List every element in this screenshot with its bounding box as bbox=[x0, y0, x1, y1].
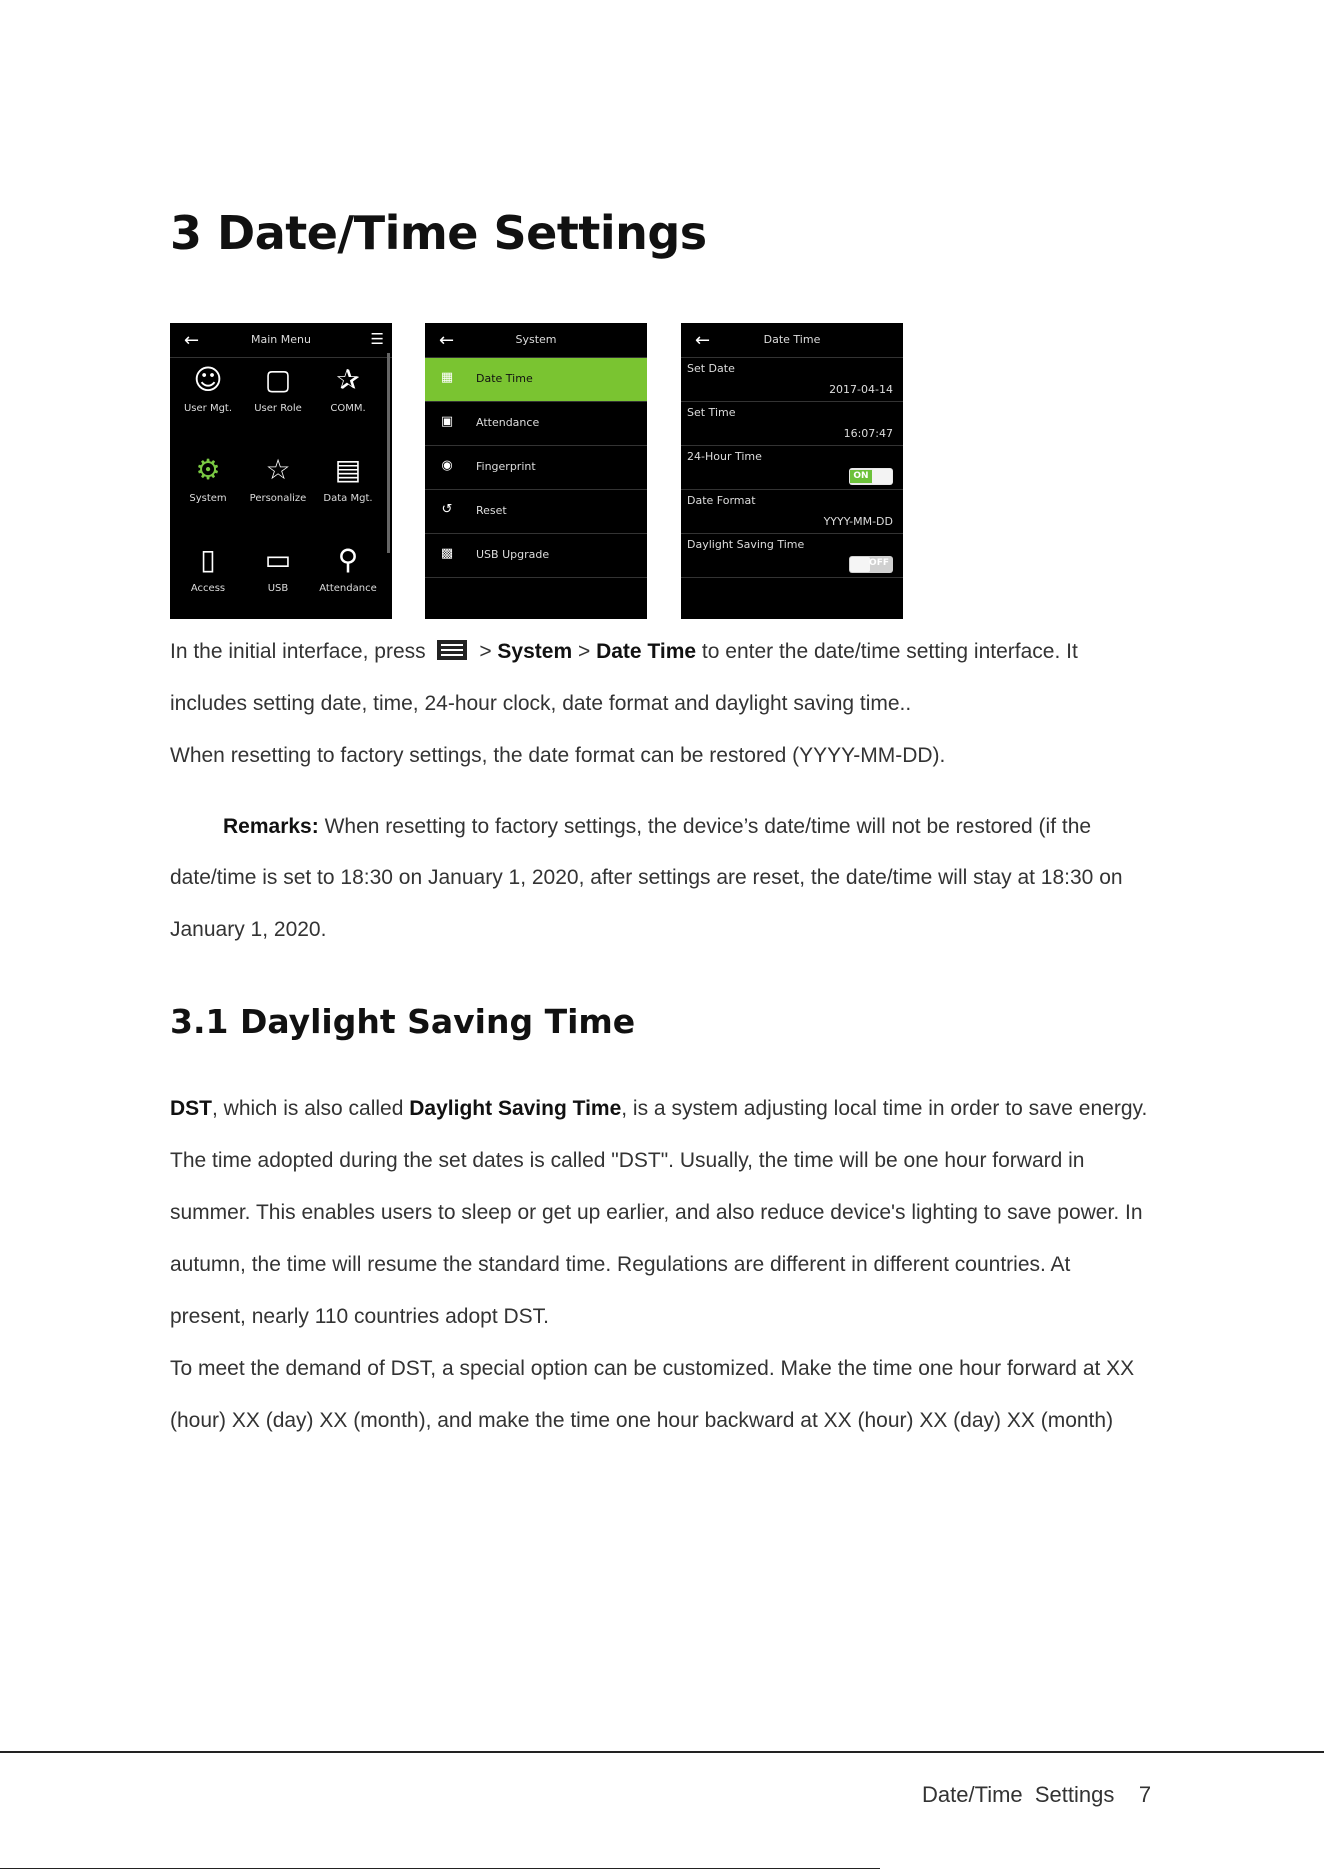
back-arrow-icon[interactable]: ← bbox=[439, 330, 455, 351]
toggle-state: OFF bbox=[869, 558, 889, 568]
footer-divider bbox=[0, 1751, 1324, 1753]
page-heading: 3 Date/Time Settings bbox=[170, 206, 707, 260]
dst-paragraph-line3: summer. This enables users to sleep or get up earlier, and also reduce device's lighting to save power. In bbox=[170, 1201, 1143, 1224]
dst-toggle[interactable] bbox=[849, 556, 893, 573]
dst-row bbox=[681, 534, 903, 578]
menu-item-label: User Mgt. bbox=[183, 403, 233, 414]
section-heading: 3.1 Daylight Saving Time bbox=[170, 1002, 636, 1041]
system-term: System bbox=[497, 640, 573, 663]
menu-item-label: Data Mgt. bbox=[323, 493, 373, 504]
text: , which is also called bbox=[212, 1097, 410, 1120]
gear-icon: ⚙ bbox=[195, 453, 221, 486]
menu-item-label: Access bbox=[190, 583, 226, 594]
sort-icon[interactable]: ☰ bbox=[370, 330, 384, 348]
dst-paragraph-line4: autumn, the time will resume the standard time. Regulations are different in different countries. At bbox=[170, 1253, 1071, 1276]
scrollbar[interactable] bbox=[387, 353, 390, 553]
date-time-term: Date Time bbox=[596, 640, 697, 663]
system-screenshot bbox=[425, 323, 647, 619]
system-item-reset[interactable] bbox=[425, 490, 647, 534]
system-item-label: Attendance bbox=[476, 416, 540, 429]
screen-title: System bbox=[515, 333, 557, 346]
menu-item-access[interactable] bbox=[172, 539, 244, 594]
attendance-icon: ▣ bbox=[440, 414, 454, 429]
text: > bbox=[572, 640, 597, 663]
menu-item-label: Personalize bbox=[249, 493, 307, 504]
system-item-attendance[interactable] bbox=[425, 402, 647, 446]
reset-note: When resetting to factory settings, the date format can be restored (YYYY-MM-DD). bbox=[170, 744, 946, 767]
dst-paragraph-line5: present, nearly 110 countries adopt DST. bbox=[170, 1305, 549, 1328]
menu-item-data-mgt[interactable] bbox=[312, 449, 384, 504]
fingerprint-icon: ◉ bbox=[441, 458, 453, 473]
dst-paragraph-line1 bbox=[170, 1097, 1147, 1121]
remarks-line1 bbox=[223, 815, 1091, 839]
menu-item-attendance[interactable] bbox=[312, 539, 384, 594]
usb-icon: ▭ bbox=[264, 543, 292, 576]
page-footer: Date/Time Settings 7 bbox=[922, 1782, 1152, 1807]
dst-term: DST bbox=[170, 1097, 212, 1120]
date-time-screenshot bbox=[681, 323, 903, 619]
24-hour-time-row bbox=[681, 446, 903, 490]
satellite-icon: ✰ bbox=[336, 363, 360, 396]
screen-title: Date Time bbox=[763, 333, 821, 346]
system-item-label: Date Time bbox=[476, 372, 533, 385]
set-time-value: 16:07:47 bbox=[843, 427, 893, 440]
usb-upgrade-icon: ▩ bbox=[440, 546, 454, 561]
system-item-label: USB Upgrade bbox=[476, 548, 550, 561]
text: to enter the date/time setting interface. It bbox=[696, 640, 1078, 663]
menu-item-label: COMM. bbox=[330, 403, 366, 414]
reset-icon: ↺ bbox=[441, 502, 453, 517]
24-hour-time-toggle[interactable] bbox=[849, 468, 893, 485]
menu-item-comm[interactable] bbox=[312, 359, 384, 414]
system-item-date-time[interactable] bbox=[425, 358, 647, 402]
intro-paragraph-line2: includes setting date, time, 24-hour clock, date format and daylight saving time.. bbox=[170, 692, 912, 715]
dst-label: Daylight Saving Time bbox=[687, 538, 805, 551]
text: , is a system adjusting local time in order to save energy. bbox=[621, 1097, 1148, 1120]
menu-item-user-mgt[interactable] bbox=[172, 359, 244, 414]
system-item-fingerprint[interactable] bbox=[425, 446, 647, 490]
text: In the initial interface, press bbox=[170, 640, 426, 663]
chart-icon: ▤ bbox=[334, 453, 362, 486]
toggle-knob bbox=[850, 557, 870, 572]
dst-paragraph-line2: The time adopted during the set dates is called "DST". Usually, the time will be one hour forward in bbox=[170, 1149, 1085, 1172]
daylight-saving-term: Daylight Saving Time bbox=[409, 1097, 622, 1120]
menu-item-label: Attendance bbox=[319, 583, 377, 594]
toggle-state: ON bbox=[850, 470, 872, 483]
set-time-label: Set Time bbox=[687, 406, 736, 419]
date-format-row[interactable] bbox=[681, 490, 903, 534]
custom-paragraph-line1: To meet the demand of DST, a special option can be customized. Make the time one hour forward at XX bbox=[170, 1357, 1135, 1380]
menu-item-label: System bbox=[189, 493, 227, 504]
screen-title: Main Menu bbox=[251, 333, 311, 346]
search-icon: ⚲ bbox=[337, 543, 359, 576]
custom-paragraph-line2: (hour) XX (day) XX (month), and make the time one hour backward at XX (hour) XX (day) XX (month) bbox=[170, 1409, 1114, 1432]
system-item-label: Reset bbox=[476, 504, 507, 517]
menu-item-personalize[interactable] bbox=[242, 449, 314, 504]
intro-paragraph bbox=[170, 640, 1078, 664]
remarks-line2: date/time is set to 18:30 on January 1, 2020, after settings are reset, the date/time will stay at 18:30 on bbox=[170, 866, 1123, 889]
system-item-usb-upgrade[interactable] bbox=[425, 534, 647, 578]
back-arrow-icon[interactable]: ← bbox=[695, 330, 711, 351]
menu-item-system[interactable] bbox=[172, 449, 244, 504]
bottom-divider bbox=[0, 1868, 880, 1869]
user-edit-icon: ☺ bbox=[193, 363, 223, 396]
24-hour-time-label: 24-Hour Time bbox=[687, 450, 762, 463]
star-icon: ☆ bbox=[265, 453, 291, 486]
set-date-label: Set Date bbox=[687, 362, 735, 375]
door-icon: ▯ bbox=[200, 543, 216, 576]
text: > bbox=[473, 640, 498, 663]
main-menu-screenshot bbox=[170, 323, 392, 619]
screen-header bbox=[425, 323, 647, 358]
set-date-value: 2017-04-14 bbox=[829, 383, 893, 396]
system-item-label: Fingerprint bbox=[476, 460, 536, 473]
back-arrow-icon[interactable]: ← bbox=[184, 330, 200, 351]
screen-header bbox=[170, 323, 392, 358]
set-time-row[interactable] bbox=[681, 402, 903, 446]
menu-item-label: User Role bbox=[254, 403, 302, 414]
menu-item-label: USB bbox=[267, 583, 289, 594]
lock-icon: ▢ bbox=[264, 363, 292, 396]
date-format-value: YYYY-MM-DD bbox=[823, 515, 893, 528]
screen-header bbox=[681, 323, 903, 358]
menu-key-icon bbox=[437, 640, 467, 660]
date-format-label: Date Format bbox=[687, 494, 756, 507]
set-date-row[interactable] bbox=[681, 358, 903, 402]
calendar-icon: ▦ bbox=[440, 370, 454, 385]
toggle-knob bbox=[872, 469, 892, 484]
text: When resetting to factory settings, the device’s date/time will not be restored (if the bbox=[318, 815, 1092, 838]
remarks-label: Remarks: bbox=[223, 815, 319, 838]
remarks-line3: January 1, 2020. bbox=[170, 918, 327, 941]
menu-item-user-role[interactable] bbox=[242, 359, 314, 414]
menu-item-usb[interactable] bbox=[242, 539, 314, 594]
